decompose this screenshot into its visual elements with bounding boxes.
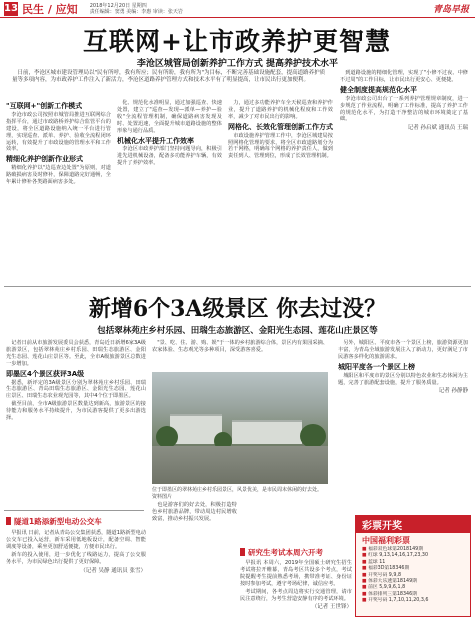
story1-paragraph: 市政设施养护管理工作中，李沧区城建局按照网格化管理的要求，将全区市政道路划分为若干网格，明确每个网格的养护责任人，做到责任到人、管理到位，形成了长效管理机制。: [228, 132, 333, 160]
story2-byline: 记者 孙静静: [438, 388, 468, 395]
exam-news-body: [240, 560, 352, 611]
exam-news-title: 研究生考试本周六开考: [248, 547, 323, 557]
bullet-icon: ■: [362, 566, 367, 572]
story1-section-title: 精细化养护创新作业形式: [6, 155, 83, 164]
issue-date: 2018年12月20日 星期四: [89, 2, 147, 9]
bullet-icon: ■: [362, 572, 367, 578]
story1-section-title: 网格化、长效化管理创新工作方式: [228, 122, 333, 131]
story1-paragraph: 李沧区市政养护部门坚持问题导向，积极引进先进机械设备，配备多功能养护车辆，有效提升了养护效率。: [117, 146, 222, 167]
tree-shape: [300, 424, 326, 448]
bus-news-title: 隧道1路添新型电动公交车: [14, 516, 102, 526]
bullet-icon: ■: [362, 598, 367, 604]
lottery-row: [356, 598, 470, 604]
masthead: [0, 0, 475, 18]
exam-news-paragraph: 考试期间，各考点周边将实行交通管理，请市民注意绕行，为考生营造安静有序的考试环境。: [240, 588, 352, 602]
road-shape: [152, 446, 328, 484]
story1-headline: 互联网+让市政养护更智慧: [83, 27, 391, 56]
story2-subheadline: 包括翠林苑庄乡村乐园、田瑞生态旅游区、金阳光生态园、莲花山庄景区等: [97, 326, 378, 336]
lottery-row-text: 蓝球 11: [368, 559, 386, 565]
story2-column-2-bottom: [152, 502, 237, 524]
story1-byline: 记者 孙启斌 通讯员 王瑞: [407, 125, 468, 132]
editors-line: 责任编辑：窦勇 美编：李惠 审读：张天岩: [89, 8, 183, 15]
story1-column-2: [117, 100, 222, 168]
story2-paragraph: 截至目前，全市A级旅游景区数量达到新高，旅游景区的接待能力和服务水平持续提升，为市民游客提供了更多出游选择。: [6, 401, 146, 422]
bullet-icon: ■: [362, 547, 367, 552]
lottery-row-text: 体彩排列三第18346期: [368, 591, 417, 597]
bullet-icon: ■: [362, 579, 367, 585]
bullet-icon: ■: [362, 591, 367, 597]
page-number: 13: [4, 3, 18, 14]
story1-paragraph: 力，通过多功能养护车全天候巡查和养护作业，提升了道路养护的机械化程度和工作效率，减少了对市民出行的影响。: [228, 100, 333, 120]
lottery-row-text: 开奖号码 9,9,8: [368, 572, 401, 578]
section-divider: [4, 286, 471, 287]
story1-paragraph: 化、规范化水准明显，通过加强巡查、快速处置，建立了"巡查—发现—派单—养护—验收"全流程管理机制，确保道路病害发现及时、处置迅速，全面提升城市道路设施的整体形象与通行品质。: [117, 100, 222, 134]
story2-headline: 新增6个3A级景区 你去过没？: [88, 296, 387, 322]
story2-paragraph: 也是游客们的好去处，积极打造特色乡村旅游品牌，带动周边村民增收致富，推动乡村振兴发展。: [152, 502, 237, 522]
story2-paragraph: "景、吃、住、游、购、娱"于一体的乡村旅游综合体，景区内有果园采摘、农家体验、生态观光等多种项目，深受游客喜爱。: [152, 340, 328, 353]
title-marker: [240, 548, 245, 556]
story1-section-title: "互联网+"创新工作模式: [6, 102, 83, 110]
newspaper-logo: 青岛早报: [432, 5, 469, 15]
lottery-row-text: 体彩大乐透第18149期: [368, 579, 417, 585]
story1-column-4: [340, 70, 468, 132]
story1-paragraph: 李沧市政公司出台了一系列养护管理规章制度，进一步规范了作业流程，明确了工作标准，提高了养护工作的规范化水平，为打造干净整洁的城市环境奠定了基础。: [340, 95, 468, 123]
lottery-header: 彩票开奖: [356, 516, 470, 533]
story2-column-2-top: [152, 340, 328, 355]
story2-paragraph: 据悉，新评定的3A级景区分别为翠林苑庄乡村乐园、田瑞生态旅游区、青岛田瑞生态旅游区、金阳光生态园、莲花山庄景区、田瑞生态农业观光园等，其中4个位于即墨区。: [6, 379, 146, 400]
tree-shape: [156, 426, 178, 448]
bus-news-byline: （记者 吴静 通讯员 张雪）: [80, 567, 146, 574]
lottery-subheader: 中国福利彩票: [362, 536, 410, 545]
story1-section-title: 机械化水平提升工作效率: [117, 136, 194, 145]
section-divider: [4, 510, 144, 511]
title-marker: [6, 517, 11, 525]
story2-paragraph: 城阳区和平度市的景区分别以特色农业和生态休闲为主题，完善了旅游配套设施，提升了服务质量。: [338, 372, 468, 386]
story1-subheadline: 李沧区城管局创新养护工作方式 提高养护技术水平: [136, 59, 339, 69]
lottery-row-text: 福彩双色球第2018149期: [368, 547, 424, 552]
story2-section-title: 城阳平度各一个景区上榜: [338, 362, 415, 371]
story1-paragraph: 精细化养护以"边巡查边处置"为原则，对道路破损病害及时修补，保障道路完好通畅，全年累计修补各类路面病害多处。: [6, 165, 111, 186]
bus-news-title-bar: [6, 515, 136, 527]
story2-section-title: 即墨区4个景区获评3A级: [6, 369, 85, 378]
story1-paragraph: 到道路设施的精细化管理，实现了"小修不过夜、中修不过周"的工作目标，让市民出行更安心、更便捷。: [340, 70, 468, 83]
lottery-results-box: [355, 515, 471, 617]
lottery-row-text: 福彩3D第18346期: [368, 566, 410, 572]
story2-paragraph: 记者日前从市旅游发展委员会获悉，青岛近日新增6家3A级旅游景区，包括翠林苑庄乡村乐园、田瑞生态旅游区、金阳光生态园、莲花山庄景区等。至此，全市A级旅游景区总数进一步增加。: [6, 340, 146, 367]
story1-column-1: [6, 100, 111, 187]
bullet-icon: ■: [362, 553, 367, 559]
lottery-row-text: 开奖号码 1,7,10,11,20,3,6: [368, 598, 429, 604]
section-name: 民生 / 应知: [22, 2, 78, 16]
exam-news-paragraph: 早报讯 本周六，2019年全国硕士研究生招生考试将拉开帷幕，青岛考区共设多个考点，考试院提醒考生提前熟悉考场，携带准考证、身份证按时参加考试，遵守考场纪律，诚信应考。: [240, 560, 352, 587]
scenic-area-photo: [152, 372, 328, 484]
building-shape: [232, 420, 302, 444]
bullet-icon: ■: [362, 559, 367, 565]
story1-column-3: [228, 100, 333, 161]
bus-news-paragraph: 新车的投入使用，进一步优化了线路运力，提高了公交服务水平，为市民绿色出行提供了更好保障。: [6, 551, 146, 565]
exam-news-byline: （记者 王世锋）: [311, 604, 352, 611]
lottery-row-text: 红球 9,13,14,16,17,23,30: [368, 553, 429, 559]
photo-caption: 位于即墨区的翠林苑庄乡村乐园景区，风景优美，是市民周末休闲的好去处。 资料图片: [152, 487, 323, 500]
issue-meta: [90, 3, 183, 15]
bus-news-paragraph: 早报讯 日前，记者从青岛公交集团获悉，隧道1路新型电动公交车已投入运营，新车采用低地板设计，配备空调、智能调度等设备，乘坐更加舒适便捷，方便市民出行。: [6, 530, 146, 550]
story1-paragraph: 李沧市政公司按照市城管局推进互联网综合指挥平台，通过市政路桥养护综合监管平台的建设，将全区道路设施纳入统一平台进行管理，实现巡查、派单、养护、验收全流程闭环运转，有效提升了市政设施的管理水平和工作效率。: [6, 111, 111, 153]
story1-section-title: 健全制度提高规范化水平: [340, 85, 417, 94]
bullet-icon: ■: [362, 585, 367, 591]
exam-news-title-bar: [240, 546, 352, 558]
story2-column-3: [338, 340, 468, 395]
story2-column-1: [6, 340, 146, 423]
bus-news-body: [6, 530, 146, 574]
lottery-row-text: 前区 5,9,9,6,1,8: [368, 585, 406, 591]
story2-paragraph: 另外，城阳区、平度市各一个景区上榜，旅游资源更加丰富，为青岛全域旅游发展注入了新动力，更好满足了市民游客多样化的旅游需求。: [338, 340, 468, 360]
story1-lead: 日前，李沧区城市建设管理局以"民有所呼，我有所应；民有所盼，我有所为"为目标，不断完善基础设施配套，提高道路养护质量等多项内容，为市政养护工作注入了新活力，李沧区道路养护管理方式和技术水平有了明显提高，让市民出行更加便利。: [12, 70, 326, 84]
